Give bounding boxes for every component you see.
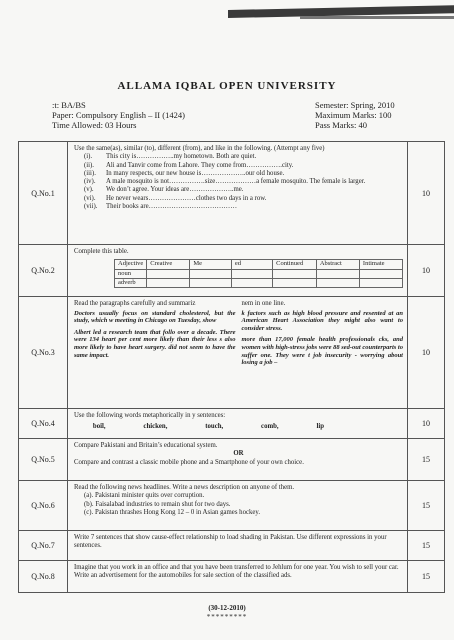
table-blank-cell <box>316 269 359 278</box>
table-row-label: noun <box>115 269 147 278</box>
sub-item: (vii). Their books are………………………………… <box>84 203 238 211</box>
table-header-cell: Creative <box>147 260 190 269</box>
table-header-cell: Abstract <box>316 260 359 269</box>
table-blank-cell <box>190 269 232 278</box>
question-marks: 10 <box>408 142 445 245</box>
table-header-cell: Me <box>190 260 232 269</box>
question-number: Q.No.5 <box>19 439 68 481</box>
university-title: ALLAMA IQBAL OPEN UNIVERSITY <box>117 80 337 92</box>
question-body <box>68 561 408 593</box>
passage-paragraph: Albert led a research team that follo over a decade. There were 134 heart per cent more likely than their less s also more likely to have heart surgery. did not seem to have the same impact. <box>74 328 236 359</box>
question-number: Q.No.1 <box>19 142 68 245</box>
reading-passage <box>74 310 403 371</box>
question-row-4 <box>19 409 445 439</box>
question-marks: 15 <box>408 439 445 481</box>
max-marks-label: Maximum Marks: 100 <box>315 110 392 120</box>
table-blank-cell <box>316 278 359 287</box>
question-marks: 15 <box>408 531 445 561</box>
question-marks: 10 <box>408 245 445 297</box>
question-number: Q.No.3 <box>19 297 68 409</box>
sub-item: (vi). He never wears…………………clothes two days in a row. <box>84 194 267 202</box>
question-marks: 10 <box>408 409 445 439</box>
question-number: Q.No.7 <box>19 531 68 561</box>
word-form-table <box>114 259 403 288</box>
question-row-2 <box>19 245 445 297</box>
question-row-8 <box>19 561 445 593</box>
table-blank-cell <box>359 278 402 287</box>
word-item: comb, <box>261 423 279 431</box>
question-instruction: Use the following words metaphorically in y sentences: <box>74 412 226 419</box>
table-blank-cell <box>147 269 190 278</box>
question-body <box>68 297 408 409</box>
sub-item: (v). We don’t agree. Your ideas are………………..me. <box>84 186 244 194</box>
passage-left-column <box>74 310 236 371</box>
question-number: Q.No.4 <box>19 409 68 439</box>
sub-item: (i). This city is……………..my hometown. Both are quiet. <box>84 153 257 161</box>
exam-info-right <box>315 100 395 130</box>
question-text: Imagine that you work in an office and that you have been transferred to Jehlum for one year. You wish to sell your car. Write an advertisement for the automobiles for sale section of the classified ads. <box>74 564 399 580</box>
question-number: Q.No.2 <box>19 245 68 297</box>
question-text: Write 7 sentences that show cause-effect relationship to load shading in Pakistan. Use different expressions in your sentences. <box>74 534 387 550</box>
table-blank-cell <box>147 278 190 287</box>
table-header-cell: ed <box>231 260 272 269</box>
table-header-cell: Adjective <box>115 260 147 269</box>
word-item: boil, <box>92 423 106 431</box>
question-number: Q.No.8 <box>19 561 68 593</box>
table-header-cell: Continued <box>273 260 317 269</box>
questions-table <box>18 141 445 593</box>
paper-label: Paper: Compulsory English – II (1424) <box>52 110 185 120</box>
table-blank-cell <box>231 269 272 278</box>
question-marks: 10 <box>408 297 445 409</box>
question-body <box>68 245 408 297</box>
question-body <box>68 439 408 481</box>
table-blank-cell <box>273 269 317 278</box>
headline-item: (a). Pakistani minister quits over corruption. <box>84 492 205 500</box>
question-instruction: Complete this table. <box>74 248 129 255</box>
table-blank-cell <box>359 269 402 278</box>
passage-right-column <box>242 310 404 371</box>
question-text: Compare Pakistani and Britain’s educational system. <box>74 442 218 449</box>
word-item: touch, <box>205 423 224 431</box>
question-instruction: Use the same(as), similar (to), different (from), and like in the following. (Attempt any five) <box>74 145 325 152</box>
question-marks: 15 <box>408 561 445 593</box>
question-text: Compare and contrast a classic mobile phone and a Smartphone of your own choice. <box>74 458 304 466</box>
table-row-label: adverb <box>115 278 147 287</box>
or-separator: OR <box>233 450 244 458</box>
question-marks: 15 <box>408 481 445 531</box>
table-blank-cell <box>190 278 232 287</box>
table-blank-cell <box>273 278 317 287</box>
headline-item: (c). Pakistan thrashes Hong Kong 12 – 0 in Asian games hockey. <box>84 508 261 516</box>
passage-paragraph: more than 17,000 female health professionals cks, and women with high-stress jobs were 88 sed-out counterparts to suffer one. They were t job insecurity - worrying about losing a job – <box>241 336 403 367</box>
sub-item: (ii). Ali and Tanvir come from Lahore. They come from…………….city. <box>84 161 294 169</box>
question-body <box>68 531 408 561</box>
headline-item: (b). Faisalabad industries to remain shut for two days. <box>84 500 231 508</box>
question-row-5 <box>19 439 445 481</box>
word-item: chicken, <box>143 423 168 431</box>
question-instruction: Read the following news headlines. Write a news description on anyone of them. <box>74 484 295 491</box>
passage-paragraph: k factors such as high blood pressure and resented at an American Heart Association they might also want to consider stress. <box>241 309 403 332</box>
exam-info-left <box>52 100 185 130</box>
level-label: :t: BA/BS <box>52 100 86 110</box>
pass-marks-label: Pass Marks: 40 <box>315 120 367 130</box>
exam-date: (30-12-2010) <box>208 604 246 612</box>
question-row-1 <box>19 142 445 245</box>
question-row-7 <box>19 531 445 561</box>
question-number: Q.No.6 <box>19 481 68 531</box>
question-body <box>68 481 408 531</box>
sub-item: (iv). A male mosquito is not…………….size………………a female mosquito. The female is larger. <box>84 178 366 186</box>
word-list <box>74 423 403 431</box>
time-allowed-label: Time Allowed: 03 Hours <box>52 120 137 130</box>
footer-stars: ********* <box>206 613 248 621</box>
word-item: lip <box>316 423 325 431</box>
table-blank-cell <box>231 278 272 287</box>
question-instruction-row: Read the paragraphs carefully and summariz nem in one line. <box>74 300 286 307</box>
sub-item: (iii). In many respects, our new house is………………..our old house. <box>84 169 285 177</box>
scan-edge-mark-secondary <box>300 16 454 19</box>
semester-label: Semester: Spring, 2010 <box>315 100 395 110</box>
question-body <box>68 409 408 439</box>
question-body <box>68 142 408 245</box>
passage-paragraph: Doctors usually focus on standard cholesterol, but the study, which w meeting in Chicago on Tuesday, show <box>74 309 236 325</box>
question-row-3 <box>19 297 445 409</box>
question-row-6 <box>19 481 445 531</box>
table-header-cell: Intimate <box>359 260 402 269</box>
